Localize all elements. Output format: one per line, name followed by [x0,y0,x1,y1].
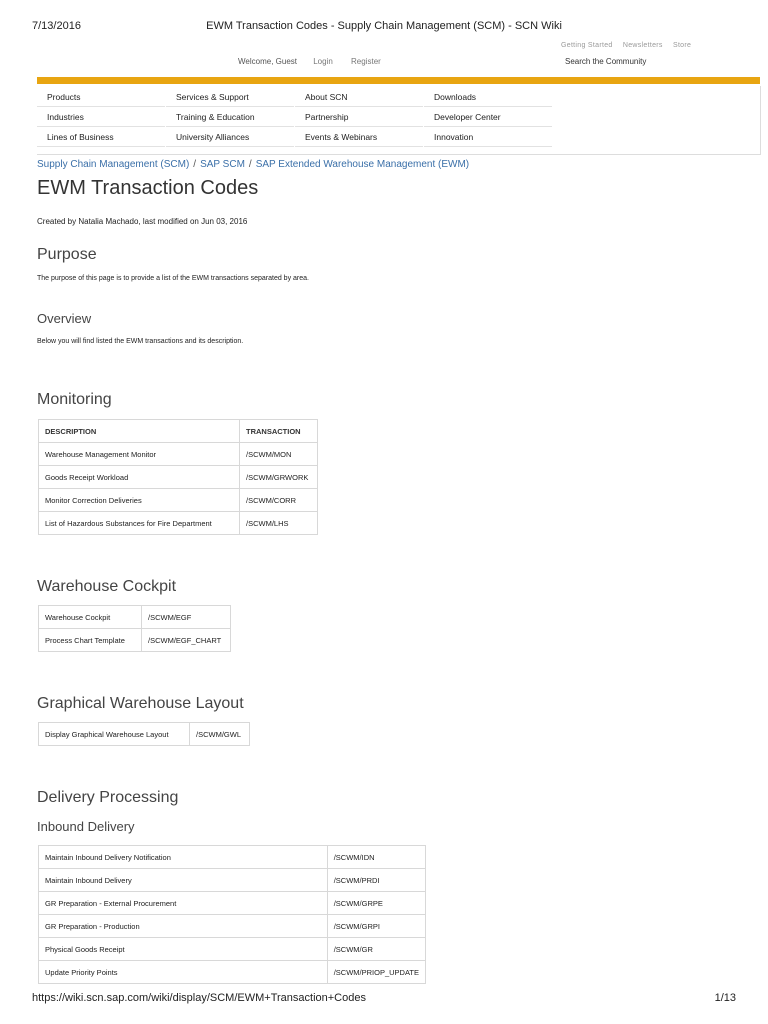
table-header-row [39,420,318,443]
breadcrumb [37,159,469,170]
description-cell: Monitor Correction Deliveries [39,489,240,512]
description-cell: Warehouse Management Monitor [39,443,240,466]
cockpit-heading: Warehouse Cockpit [37,578,177,595]
table-row [39,723,250,746]
login-link[interactable]: Login [313,57,333,66]
table-row [39,466,318,489]
register-link[interactable]: Register [351,57,381,66]
menu-about-scn[interactable]: About SCN [295,88,423,107]
newsletters-link[interactable]: Newsletters [622,42,663,49]
menu-products[interactable]: Products [37,88,165,107]
description-cell: GR Preparation - External Procurement [39,892,328,915]
table-row [39,606,231,629]
col-description: DESCRIPTION [39,420,240,443]
breadcrumb-sap-scm[interactable]: SAP SCM [200,159,245,170]
monitoring-table [38,419,318,535]
table-row [39,892,426,915]
table-row [39,915,426,938]
cockpit-table [38,605,231,652]
description-cell: GR Preparation - Production [39,915,328,938]
print-title: EWM Transaction Codes - Supply Chain Management (SCM) - SCN Wiki [206,20,562,32]
description-cell: Maintain Inbound Delivery [39,869,328,892]
menu-partnership[interactable]: Partnership [295,108,423,127]
search-community[interactable]: Search the Community [565,57,647,66]
menu-events-webinars[interactable]: Events & Webinars [295,128,423,147]
menu-downloads[interactable]: Downloads [424,88,552,107]
table-row [39,512,318,535]
description-cell: Warehouse Cockpit [39,606,142,629]
gwl-heading: Graphical Warehouse Layout [37,695,244,712]
col-transaction: TRANSACTION [240,420,318,443]
print-page-number: 1/13 [714,992,736,1004]
table-row [39,961,426,984]
welcome-text: Welcome, Guest [238,57,297,66]
delivery-heading: Delivery Processing [37,789,179,806]
breadcrumb-separator: / [248,159,252,170]
purpose-heading: Purpose [37,246,97,263]
page-meta: Created by Natalia Machado, last modified on Jun 03, 2016 [37,217,248,226]
transaction-cell: /SCWM/GR [327,938,425,961]
transaction-cell: /SCWM/EGF [142,606,231,629]
description-cell: Maintain Inbound Delivery Notification [39,846,328,869]
table-row [39,443,318,466]
print-header [0,0,768,40]
overview-heading: Overview [37,311,92,326]
transaction-cell: /SCWM/GRPI [327,915,425,938]
transaction-cell: /SCWM/GWL [190,723,250,746]
gwl-table [38,722,250,746]
monitoring-heading: Monitoring [37,391,112,408]
transaction-cell: /SCWM/GRPE [327,892,425,915]
brand-bar [37,77,760,84]
menu-training[interactable]: Training & Education [166,108,294,127]
breadcrumb-scm[interactable]: Supply Chain Management (SCM) [37,159,190,170]
transaction-cell: /SCWM/LHS [240,512,318,535]
transaction-cell: /SCWM/EGF_CHART [142,629,231,652]
mega-menu [37,86,761,155]
print-date: 7/13/2016 [32,20,81,32]
print-url: https://wiki.scn.sap.com/wiki/display/SCM/EWM+Transaction+Codes [32,992,366,1004]
description-cell: Update Priority Points [39,961,328,984]
breadcrumb-ewm[interactable]: SAP Extended Warehouse Management (EWM) [255,159,470,170]
transaction-cell: /SCWM/GRWORK [240,466,318,489]
menu-university-alliances[interactable]: University Alliances [166,128,294,147]
inbound-delivery-heading: Inbound Delivery [37,819,135,834]
description-cell: List of Hazardous Substances for Fire Department [39,512,240,535]
transaction-cell: /SCWM/IDN [327,846,425,869]
description-cell: Process Chart Template [39,629,142,652]
menu-industries[interactable]: Industries [37,108,165,127]
description-cell: Display Graphical Warehouse Layout [39,723,190,746]
getting-started-link[interactable]: Getting Started [561,42,613,49]
table-row [39,938,426,961]
description-cell: Goods Receipt Workload [39,466,240,489]
table-row [39,489,318,512]
menu-innovation[interactable]: Innovation [424,128,552,147]
transaction-cell: /SCWM/PRIOP_UPDATE [327,961,425,984]
table-row [39,846,426,869]
top-links [561,42,699,49]
menu-services-support[interactable]: Services & Support [166,88,294,107]
table-row [39,869,426,892]
table-row [39,629,231,652]
purpose-text: The purpose of this page is to provide a list of the EWM transactions separated by area. [37,275,309,282]
store-link[interactable]: Store [672,42,692,49]
transaction-cell: /SCWM/CORR [240,489,318,512]
transaction-cell: /SCWM/PRDI [327,869,425,892]
menu-lines-of-business[interactable]: Lines of Business [37,128,165,147]
breadcrumb-separator: / [193,159,197,170]
overview-text: Below you will find listed the EWM transactions and its description. [37,338,244,345]
description-cell: Physical Goods Receipt [39,938,328,961]
transaction-cell: /SCWM/MON [240,443,318,466]
welcome-bar [238,57,393,66]
menu-developer-center[interactable]: Developer Center [424,108,552,127]
page-title: EWM Transaction Codes [37,177,259,199]
inbound-delivery-table [38,845,426,984]
